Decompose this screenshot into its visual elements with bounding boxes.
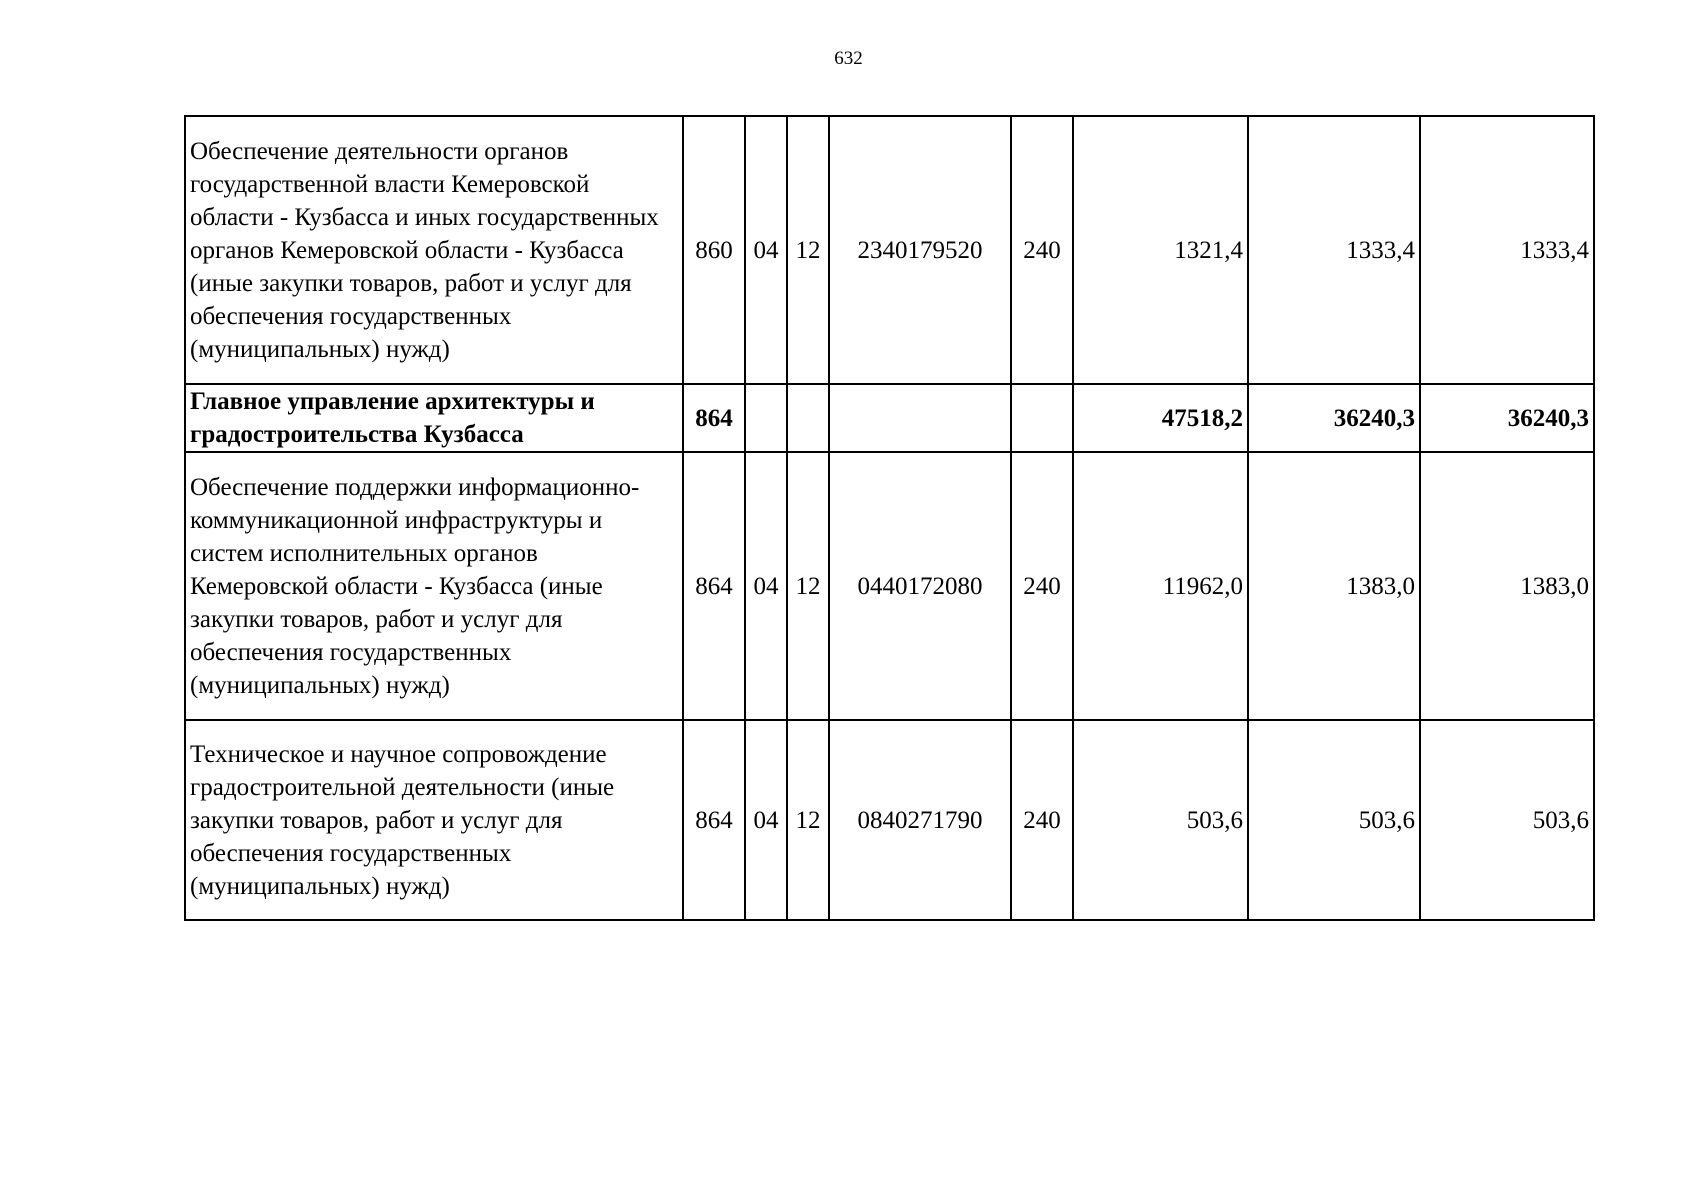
sum-1-cell: 1321,4 xyxy=(1073,116,1248,384)
sum-3-cell: 1383,0 xyxy=(1420,452,1594,720)
table-row-department xyxy=(185,384,1594,452)
table-row xyxy=(185,452,1594,720)
pr-cell: 12 xyxy=(787,452,829,720)
sum-1-cell: 503,6 xyxy=(1073,720,1248,920)
page-number: 632 xyxy=(834,48,863,69)
sum-1-cell: 11962,0 xyxy=(1073,452,1248,720)
pr-cell: 12 xyxy=(787,116,829,384)
row-name-cell: Техническое и научное сопровождение градостроительной деятельности (иные закупки товаров, работ и услуг для обеспечения государственных (муниципальных) нужд) xyxy=(185,720,683,920)
vr-cell: 240 xyxy=(1011,720,1073,920)
sum-3-cell: 1333,4 xyxy=(1420,116,1594,384)
vr-cell: 240 xyxy=(1011,452,1073,720)
sum-3-cell: 503,6 xyxy=(1420,720,1594,920)
rz-cell: 04 xyxy=(745,116,787,384)
sum-2-cell: 1383,0 xyxy=(1248,452,1420,720)
csr-cell: 2340179520 xyxy=(829,116,1011,384)
vr-cell: 240 xyxy=(1011,116,1073,384)
csr-cell xyxy=(829,384,1011,452)
ved-cell: 864 xyxy=(683,720,745,920)
rz-cell: 04 xyxy=(745,720,787,920)
ved-cell: 864 xyxy=(683,384,745,452)
sum-2-cell: 503,6 xyxy=(1248,720,1420,920)
row-name-cell: Главное управление архитектуры и градостроительства Кузбасса xyxy=(185,384,683,452)
table-row xyxy=(185,116,1594,384)
csr-cell: 0840271790 xyxy=(829,720,1011,920)
rz-cell: 04 xyxy=(745,452,787,720)
row-name-cell: Обеспечение деятельности органов государственной власти Кемеровской области - Кузбасса и иных государственных органов Кемеровской области - Кузбасса (иные закупки товаров, работ и услуг для обеспечения государственных (муниципальных) нужд) xyxy=(185,116,683,384)
sum-3-cell: 36240,3 xyxy=(1420,384,1594,452)
sum-2-cell: 36240,3 xyxy=(1248,384,1420,452)
sum-1-cell: 47518,2 xyxy=(1073,384,1248,452)
rz-cell xyxy=(745,384,787,452)
sum-2-cell: 1333,4 xyxy=(1248,116,1420,384)
csr-cell: 0440172080 xyxy=(829,452,1011,720)
row-name-cell: Обеспечение поддержки информационно-коммуникационной инфраструктуры и систем исполнительных органов Кемеровской области - Кузбасса (иные закупки товаров, работ и услуг для обеспечения государственных (муниципальных) нужд) xyxy=(185,452,683,720)
vr-cell xyxy=(1011,384,1073,452)
ved-cell: 864 xyxy=(683,452,745,720)
budget-table xyxy=(184,115,1595,921)
pr-cell: 12 xyxy=(787,720,829,920)
ved-cell: 860 xyxy=(683,116,745,384)
pr-cell xyxy=(787,384,829,452)
table-row xyxy=(185,720,1594,920)
